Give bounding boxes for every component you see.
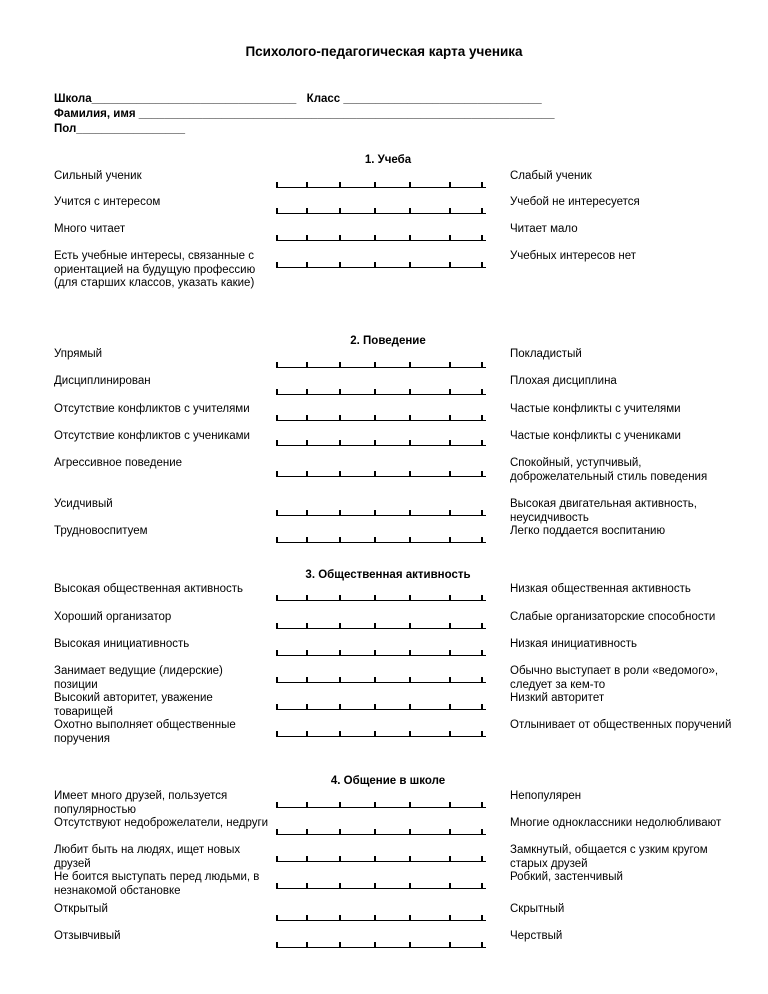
scale-tick[interactable] xyxy=(409,731,411,737)
scale-tick[interactable] xyxy=(374,208,376,214)
left-trait-label: Любит быть на людях, ищет новых друзей xyxy=(54,844,241,870)
scale-tick[interactable] xyxy=(339,677,341,683)
right-trait-label: Низкая общественная активность xyxy=(510,583,691,595)
scale-tick[interactable] xyxy=(409,440,411,446)
scale-tick[interactable] xyxy=(306,440,308,446)
section-title: 3. Общественная активность xyxy=(305,569,471,581)
scale-tick[interactable] xyxy=(339,731,341,737)
scale-line xyxy=(276,542,486,544)
right-trait-label: Высокая двигательная активность, неусидчивость xyxy=(510,498,697,524)
scale-line xyxy=(276,213,486,215)
right-trait-label: Читает мало xyxy=(510,223,578,235)
scale-tick[interactable] xyxy=(374,537,376,543)
scale-tick[interactable] xyxy=(449,389,451,395)
scale-tick[interactable] xyxy=(306,389,308,395)
scale-tick[interactable] xyxy=(449,856,451,862)
section-title: 1. Учеба xyxy=(364,154,412,166)
rating-scale[interactable] xyxy=(276,675,486,683)
scale-tick[interactable] xyxy=(306,704,308,710)
scale-line xyxy=(276,709,486,711)
scale-tick[interactable] xyxy=(481,650,483,656)
rating-scale[interactable] xyxy=(276,854,486,862)
right-trait-label: Низкий авторитет xyxy=(510,692,605,704)
name-field[interactable]: Фамилия, имя _________________________________________________________________ xyxy=(54,108,555,120)
scale-tick[interactable] xyxy=(374,235,376,241)
scale-tick[interactable] xyxy=(481,677,483,683)
scale-line xyxy=(276,861,486,863)
left-trait-label: Имеет много друзей, пользуется популярностью xyxy=(54,790,228,816)
scale-tick[interactable] xyxy=(374,623,376,629)
scale-tick[interactable] xyxy=(276,471,278,477)
scale-tick[interactable] xyxy=(374,510,376,516)
class-field[interactable]: Класс _______________________________ xyxy=(306,93,542,105)
scale-tick[interactable] xyxy=(449,537,451,543)
scale-tick[interactable] xyxy=(339,883,341,889)
scale-tick[interactable] xyxy=(339,208,341,214)
scale-tick[interactable] xyxy=(339,440,341,446)
scale-line xyxy=(276,187,486,189)
scale-tick[interactable] xyxy=(481,802,483,808)
scale-tick[interactable] xyxy=(306,235,308,241)
scale-tick[interactable] xyxy=(409,595,411,601)
scale-line xyxy=(276,947,486,949)
scale-tick[interactable] xyxy=(409,915,411,921)
scale-tick[interactable] xyxy=(374,415,376,421)
scale-tick[interactable] xyxy=(276,510,278,516)
section-title: 2. Поведение xyxy=(350,335,426,347)
scale-tick[interactable] xyxy=(481,510,483,516)
scale-tick[interactable] xyxy=(276,942,278,948)
right-trait-label: Отлынивает от общественных поручений xyxy=(510,719,732,731)
left-trait-label: Занимает ведущие (лидерские) позиции xyxy=(54,665,223,691)
scale-tick[interactable] xyxy=(449,623,451,629)
scale-tick[interactable] xyxy=(339,235,341,241)
scale-tick[interactable] xyxy=(306,537,308,543)
scale-tick[interactable] xyxy=(374,731,376,737)
scale-tick[interactable] xyxy=(409,650,411,656)
rating-scale[interactable] xyxy=(276,702,486,710)
right-trait-label: Учебой не интересуется xyxy=(510,196,640,208)
scale-tick[interactable] xyxy=(306,595,308,601)
scale-tick[interactable] xyxy=(449,883,451,889)
left-trait-label: Высокая инициативность xyxy=(54,638,190,650)
scale-tick[interactable] xyxy=(481,942,483,948)
scale-tick[interactable] xyxy=(374,829,376,835)
scale-tick[interactable] xyxy=(276,623,278,629)
scale-tick[interactable] xyxy=(306,262,308,268)
scale-tick[interactable] xyxy=(276,415,278,421)
scale-tick[interactable] xyxy=(374,942,376,948)
scale-tick[interactable] xyxy=(339,915,341,921)
scale-tick[interactable] xyxy=(409,235,411,241)
scale-tick[interactable] xyxy=(276,704,278,710)
scale-tick[interactable] xyxy=(409,537,411,543)
scale-tick[interactable] xyxy=(276,731,278,737)
right-trait-label: Непопулярен xyxy=(510,790,582,802)
rating-scale[interactable] xyxy=(276,260,486,268)
left-trait-label: Отсутствуют недоброжелатели, недруги xyxy=(54,817,269,829)
scale-tick[interactable] xyxy=(306,677,308,683)
rating-scale[interactable] xyxy=(276,438,486,446)
school-field[interactable]: Школа________________________________ xyxy=(54,93,297,105)
scale-tick[interactable] xyxy=(276,235,278,241)
gender-field[interactable]: Пол_________________ xyxy=(54,123,186,135)
scale-tick[interactable] xyxy=(374,182,376,188)
scale-tick[interactable] xyxy=(409,415,411,421)
scale-tick[interactable] xyxy=(449,182,451,188)
left-trait-label: Хороший организатор xyxy=(54,611,172,623)
right-trait-label: Частые конфликты с учениками xyxy=(510,430,681,442)
scale-tick[interactable] xyxy=(409,182,411,188)
left-trait-label: Высокая общественная активность xyxy=(54,583,244,595)
scale-tick[interactable] xyxy=(449,595,451,601)
scale-tick[interactable] xyxy=(409,389,411,395)
scale-tick[interactable] xyxy=(449,235,451,241)
scale-line xyxy=(276,834,486,836)
rating-scale[interactable] xyxy=(276,469,486,477)
scale-tick[interactable] xyxy=(449,415,451,421)
rating-scale[interactable] xyxy=(276,535,486,543)
scale-tick[interactable] xyxy=(339,262,341,268)
scale-tick[interactable] xyxy=(449,915,451,921)
scale-tick[interactable] xyxy=(339,942,341,948)
school-class-line xyxy=(54,92,542,106)
scale-tick[interactable] xyxy=(409,362,411,368)
scale-tick[interactable] xyxy=(409,829,411,835)
scale-tick[interactable] xyxy=(306,731,308,737)
scale-tick[interactable] xyxy=(409,856,411,862)
scale-tick[interactable] xyxy=(339,802,341,808)
scale-tick[interactable] xyxy=(449,942,451,948)
left-trait-label: Отсутствие конфликтов с учениками xyxy=(54,430,250,442)
right-trait-label: Спокойный, уступчивый, доброжелательный стиль поведения xyxy=(510,457,708,483)
scale-tick[interactable] xyxy=(374,704,376,710)
rating-scale[interactable] xyxy=(276,233,486,241)
scale-tick[interactable] xyxy=(449,731,451,737)
scale-tick[interactable] xyxy=(481,182,483,188)
scale-tick[interactable] xyxy=(374,856,376,862)
scale-tick[interactable] xyxy=(306,182,308,188)
scale-tick[interactable] xyxy=(276,537,278,543)
right-trait-label: Скрытный xyxy=(510,903,565,915)
scale-tick[interactable] xyxy=(481,731,483,737)
rating-scale[interactable] xyxy=(276,940,486,948)
scale-tick[interactable] xyxy=(306,802,308,808)
scale-tick[interactable] xyxy=(449,510,451,516)
scale-line xyxy=(276,394,486,396)
scale-tick[interactable] xyxy=(339,471,341,477)
scale-tick[interactable] xyxy=(481,362,483,368)
scale-tick[interactable] xyxy=(409,883,411,889)
scale-line xyxy=(276,682,486,684)
scale-tick[interactable] xyxy=(409,677,411,683)
scale-tick[interactable] xyxy=(374,677,376,683)
scale-tick[interactable] xyxy=(449,262,451,268)
page-title: Психолого-педагогическая карта ученика xyxy=(245,44,523,59)
scale-tick[interactable] xyxy=(449,208,451,214)
scale-tick[interactable] xyxy=(449,471,451,477)
left-trait-label: Сильный ученик xyxy=(54,170,142,182)
scale-tick[interactable] xyxy=(409,262,411,268)
rating-scale[interactable] xyxy=(276,827,486,835)
scale-tick[interactable] xyxy=(374,650,376,656)
scale-tick[interactable] xyxy=(339,623,341,629)
scale-tick[interactable] xyxy=(306,915,308,921)
scale-line xyxy=(276,600,486,602)
scale-tick[interactable] xyxy=(276,182,278,188)
rating-scale[interactable] xyxy=(276,800,486,808)
scale-tick[interactable] xyxy=(481,471,483,477)
scale-tick[interactable] xyxy=(276,208,278,214)
left-trait-label: Не боится выступать перед людьми, в незнакомой обстановке xyxy=(54,871,260,897)
scale-line xyxy=(276,888,486,890)
scale-tick[interactable] xyxy=(481,208,483,214)
scale-tick[interactable] xyxy=(409,623,411,629)
rating-scale[interactable] xyxy=(276,593,486,601)
scale-tick[interactable] xyxy=(339,537,341,543)
scale-tick[interactable] xyxy=(339,704,341,710)
right-trait-label: Низкая инициативность xyxy=(510,638,638,650)
right-trait-label: Робкий, застенчивый xyxy=(510,871,623,883)
scale-tick[interactable] xyxy=(276,262,278,268)
scale-tick[interactable] xyxy=(306,362,308,368)
scale-tick[interactable] xyxy=(374,883,376,889)
scale-tick[interactable] xyxy=(409,942,411,948)
scale-tick[interactable] xyxy=(481,389,483,395)
scale-tick[interactable] xyxy=(276,856,278,862)
scale-tick[interactable] xyxy=(276,883,278,889)
scale-tick[interactable] xyxy=(449,704,451,710)
scale-tick[interactable] xyxy=(306,208,308,214)
scale-tick[interactable] xyxy=(449,802,451,808)
scale-tick[interactable] xyxy=(449,650,451,656)
left-trait-label: Много читает xyxy=(54,223,126,235)
scale-line xyxy=(276,267,486,269)
scale-tick[interactable] xyxy=(306,650,308,656)
scale-line xyxy=(276,367,486,369)
left-trait-label: Охотно выполняет общественные поручения xyxy=(54,719,236,745)
scale-line xyxy=(276,628,486,630)
scale-tick[interactable] xyxy=(339,650,341,656)
scale-tick[interactable] xyxy=(409,704,411,710)
scale-line xyxy=(276,655,486,657)
scale-tick[interactable] xyxy=(374,915,376,921)
left-trait-label: Есть учебные интересы, связанные с ориентацией на будущую профессию (для старших классов, указать какие) xyxy=(54,250,256,289)
scale-tick[interactable] xyxy=(276,440,278,446)
scale-tick[interactable] xyxy=(481,440,483,446)
scale-tick[interactable] xyxy=(374,262,376,268)
section-title: 4. Общение в школе xyxy=(330,775,446,787)
scale-tick[interactable] xyxy=(409,510,411,516)
right-trait-label: Плохая дисциплина xyxy=(510,375,617,387)
rating-scale[interactable] xyxy=(276,413,486,421)
right-trait-label: Учебных интересов нет xyxy=(510,250,637,262)
scale-tick[interactable] xyxy=(306,829,308,835)
left-trait-label: Отсутствие конфликтов с учителями xyxy=(54,403,250,415)
scale-tick[interactable] xyxy=(276,650,278,656)
scale-tick[interactable] xyxy=(449,440,451,446)
rating-scale[interactable] xyxy=(276,648,486,656)
scale-tick[interactable] xyxy=(449,829,451,835)
scale-tick[interactable] xyxy=(339,595,341,601)
scale-tick[interactable] xyxy=(339,829,341,835)
rating-scale[interactable] xyxy=(276,180,486,188)
scale-line xyxy=(276,807,486,809)
left-trait-label: Усидчивый xyxy=(54,498,113,510)
right-trait-label: Легко поддается воспитанию xyxy=(510,525,666,537)
right-trait-label: Замкнутый, общается с узким кругом старых друзей xyxy=(510,844,708,870)
scale-tick[interactable] xyxy=(306,510,308,516)
rating-scale[interactable] xyxy=(276,913,486,921)
left-trait-label: Учится с интересом xyxy=(54,196,161,208)
scale-line xyxy=(276,240,486,242)
scale-tick[interactable] xyxy=(306,471,308,477)
scale-tick[interactable] xyxy=(409,802,411,808)
scale-tick[interactable] xyxy=(374,440,376,446)
scale-line xyxy=(276,420,486,422)
scale-tick[interactable] xyxy=(481,595,483,601)
scale-tick[interactable] xyxy=(449,677,451,683)
scale-tick[interactable] xyxy=(374,389,376,395)
scale-line xyxy=(276,920,486,922)
scale-tick[interactable] xyxy=(339,362,341,368)
scale-tick[interactable] xyxy=(374,595,376,601)
scale-tick[interactable] xyxy=(374,362,376,368)
rating-scale[interactable] xyxy=(276,387,486,395)
rating-scale[interactable] xyxy=(276,206,486,214)
scale-tick[interactable] xyxy=(374,802,376,808)
left-trait-label: Отзывчивый xyxy=(54,930,121,942)
rating-scale[interactable] xyxy=(276,881,486,889)
scale-tick[interactable] xyxy=(306,883,308,889)
scale-tick[interactable] xyxy=(276,677,278,683)
right-trait-label: Обычно выступает в роли «ведомого», следует за кем-то xyxy=(510,665,719,691)
scale-tick[interactable] xyxy=(481,262,483,268)
scale-tick[interactable] xyxy=(339,415,341,421)
scale-tick[interactable] xyxy=(276,915,278,921)
rating-scale[interactable] xyxy=(276,621,486,629)
scale-tick[interactable] xyxy=(481,623,483,629)
scale-tick[interactable] xyxy=(276,362,278,368)
scale-tick[interactable] xyxy=(339,389,341,395)
scale-line xyxy=(276,445,486,447)
rating-scale[interactable] xyxy=(276,360,486,368)
scale-tick[interactable] xyxy=(481,704,483,710)
scale-tick[interactable] xyxy=(481,883,483,889)
scale-tick[interactable] xyxy=(449,362,451,368)
scale-line xyxy=(276,515,486,517)
scale-tick[interactable] xyxy=(306,415,308,421)
scale-tick[interactable] xyxy=(481,856,483,862)
right-trait-label: Слабые организаторские способности xyxy=(510,611,716,623)
scale-tick[interactable] xyxy=(339,182,341,188)
scale-tick[interactable] xyxy=(409,208,411,214)
right-trait-label: Многие одноклассники недолюбливают xyxy=(510,817,722,829)
scale-tick[interactable] xyxy=(276,802,278,808)
scale-tick[interactable] xyxy=(481,915,483,921)
scale-tick[interactable] xyxy=(276,595,278,601)
left-trait-label: Высокий авторитет, уважение товарищей xyxy=(54,692,213,718)
rating-scale[interactable] xyxy=(276,508,486,516)
right-trait-label: Покладистый xyxy=(510,348,582,360)
left-trait-label: Открытый xyxy=(54,903,108,915)
scale-tick[interactable] xyxy=(481,235,483,241)
scale-tick[interactable] xyxy=(276,829,278,835)
scale-tick[interactable] xyxy=(306,623,308,629)
scale-tick[interactable] xyxy=(306,942,308,948)
right-trait-label: Черствый xyxy=(510,930,563,942)
scale-tick[interactable] xyxy=(481,415,483,421)
scale-tick[interactable] xyxy=(339,856,341,862)
rating-scale[interactable] xyxy=(276,729,486,737)
left-trait-label: Трудновоспитуем xyxy=(54,525,148,537)
scale-tick[interactable] xyxy=(481,829,483,835)
right-trait-label: Частые конфликты с учителями xyxy=(510,403,681,415)
scale-tick[interactable] xyxy=(374,471,376,477)
left-trait-label: Агрессивное поведение xyxy=(54,457,183,469)
scale-tick[interactable] xyxy=(409,471,411,477)
scale-tick[interactable] xyxy=(339,510,341,516)
left-trait-label: Дисциплинирован xyxy=(54,375,151,387)
scale-line xyxy=(276,736,486,738)
right-trait-label: Слабый ученик xyxy=(510,170,592,182)
scale-line xyxy=(276,476,486,478)
scale-tick[interactable] xyxy=(306,856,308,862)
scale-tick[interactable] xyxy=(276,389,278,395)
left-trait-label: Упрямый xyxy=(54,348,103,360)
scale-tick[interactable] xyxy=(481,537,483,543)
